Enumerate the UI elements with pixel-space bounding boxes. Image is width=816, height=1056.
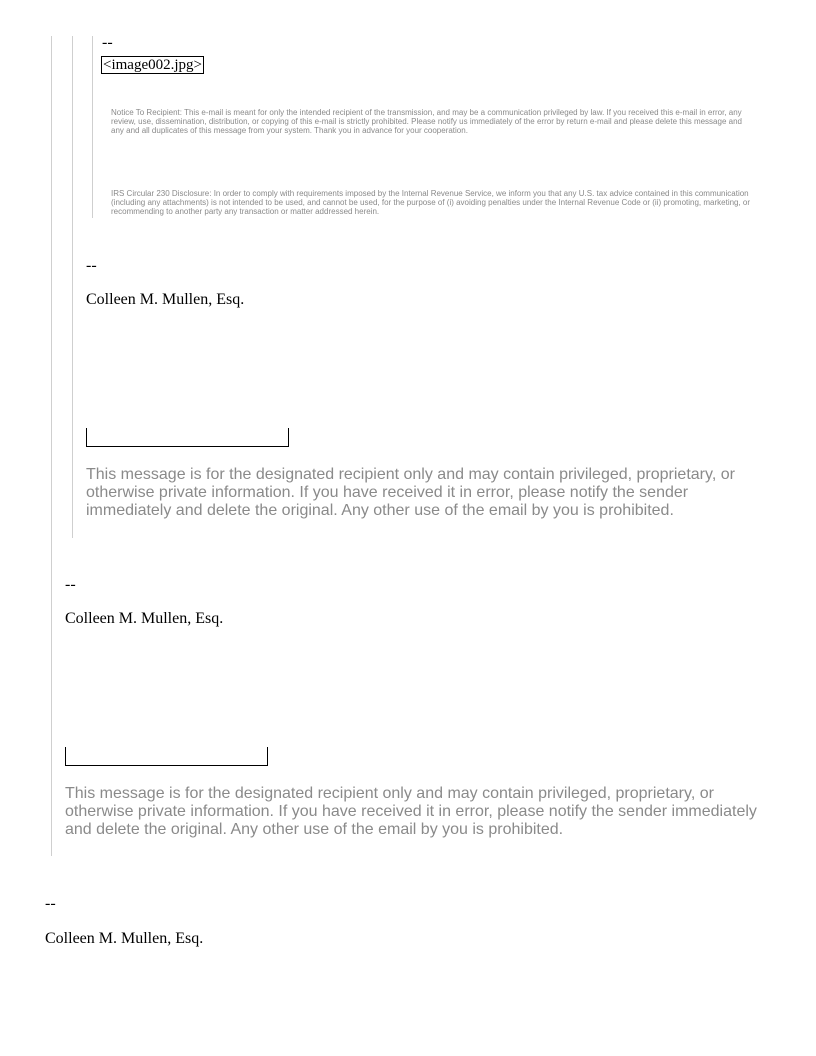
- confidentiality-disclaimer: This message is for the designated recipient only and may contain privileged, proprietary, or otherwise private information. If you have received it in error, please notify the sender immediately and delete the original. Any other use of the email by you is prohibited.: [65, 785, 757, 838]
- notice-to-recipient: Notice To Recipient: This e-mail is meant for only the intended recipient of the transmission, and may be a communication privileged by law. If you received this e-mail in error, any review, use, dissemination, distribution, or copying of this e-mail is strictly prohibited. Please notify us immediately of the error by return e-mail and please delete this message and any and all duplicates of this message from your system. Thank you in advance for your cooperation.: [111, 108, 742, 135]
- irs-circular-disclosure: IRS Circular 230 Disclosure: In order to comply with requirements imposed by the Internal Revenue Service, we inform you that any U.S. tax advice contained in this communication (including any attachments) is not intended to be used, and cannot be used, for the purpose of (i) avoiding penalties under the Internal Revenue Code or (ii) promoting, marketing, or recommending to another party any transaction or matter addressed herein.: [111, 189, 751, 216]
- quote-bar-outer: [51, 36, 52, 856]
- quote-bar-inner: [92, 36, 93, 218]
- signature-name: Colleen M. Mullen, Esq.: [45, 930, 204, 947]
- quote-bar-middle: [72, 36, 73, 538]
- signature-name: Colleen M. Mullen, Esq.: [86, 291, 245, 308]
- signature-dash: --: [86, 257, 97, 274]
- confidentiality-disclaimer: This message is for the designated recipient only and may contain privileged, proprietary, or otherwise private information. If you have received it in error, please notify the sender immediately and delete the original. Any other use of the email by you is prohibited.: [86, 466, 735, 519]
- signature-dash: --: [45, 895, 56, 912]
- signature-dash: --: [65, 576, 76, 593]
- signature-image-box: [65, 747, 268, 766]
- signature-image-box: [86, 428, 289, 447]
- quoted-signature-dash: --: [102, 34, 113, 51]
- signature-name: Colleen M. Mullen, Esq.: [65, 610, 224, 627]
- image-placeholder: <image002.jpg>: [103, 57, 202, 73]
